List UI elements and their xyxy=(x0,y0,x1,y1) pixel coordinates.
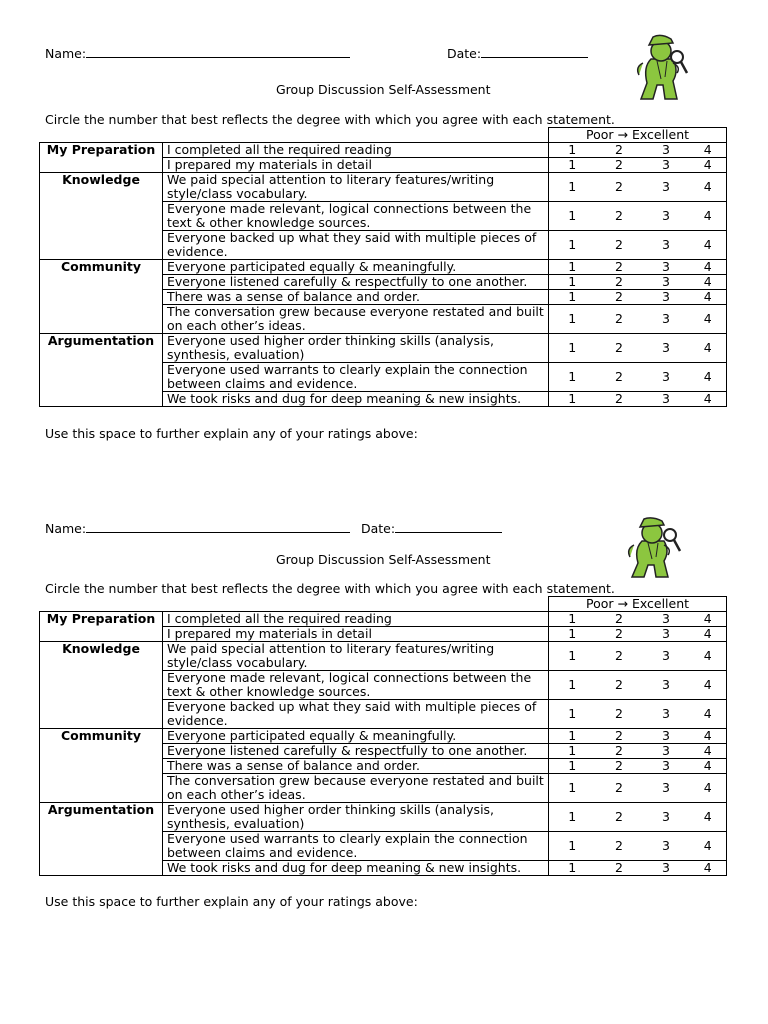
statement: Everyone participated equally & meaningfully. xyxy=(163,260,549,275)
table-row xyxy=(40,642,727,671)
rating-option-4[interactable]: 4 xyxy=(690,305,727,334)
detective-magnifier-icon xyxy=(624,517,690,583)
name-line xyxy=(86,522,350,533)
statement: We took risks and dug for deep meaning & new insights. xyxy=(163,861,549,876)
rating-option-3[interactable]: 3 xyxy=(643,700,690,729)
rating-option-4[interactable]: 4 xyxy=(690,774,727,803)
category-label: My Preparation xyxy=(40,612,163,627)
table-row xyxy=(40,627,727,642)
statement: Everyone listened carefully & respectfully to one another. xyxy=(163,275,549,290)
rating-option-3[interactable]: 3 xyxy=(643,275,690,290)
statement: We paid special attention to literary features/writing style/class vocabulary. xyxy=(163,173,549,202)
rating-option-2[interactable]: 2 xyxy=(596,759,643,774)
rating-option-3[interactable]: 3 xyxy=(643,744,690,759)
category-label xyxy=(40,759,163,774)
rating-option-3[interactable]: 3 xyxy=(643,759,690,774)
statement: There was a sense of balance and order. xyxy=(163,290,549,305)
rating-option-1[interactable]: 1 xyxy=(549,759,596,774)
rating-option-3[interactable]: 3 xyxy=(643,305,690,334)
rating-option-2[interactable]: 2 xyxy=(596,202,643,231)
form-title: Group Discussion Self-Assessment xyxy=(276,552,491,567)
statement: Everyone backed up what they said with multiple pieces of evidence. xyxy=(163,700,549,729)
name-label: Name: xyxy=(45,521,87,536)
table-row xyxy=(40,759,727,774)
rating-option-4[interactable]: 4 xyxy=(690,759,727,774)
rating-option-4[interactable]: 4 xyxy=(690,627,727,642)
rating-option-2[interactable]: 2 xyxy=(596,290,643,305)
category-label xyxy=(40,700,163,729)
rating-option-1[interactable]: 1 xyxy=(549,363,596,392)
rating-option-3[interactable]: 3 xyxy=(643,612,690,627)
table-row xyxy=(40,803,727,832)
explain-prompt: Use this space to further explain any of your ratings above: xyxy=(45,894,418,909)
date-line xyxy=(395,522,502,533)
rating-option-4[interactable]: 4 xyxy=(690,642,727,671)
rubric-rows xyxy=(40,612,727,876)
table-row xyxy=(40,744,727,759)
rating-option-1[interactable]: 1 xyxy=(549,774,596,803)
rating-option-1[interactable]: 1 xyxy=(549,143,596,158)
rating-option-2[interactable]: 2 xyxy=(596,158,643,173)
date-label: Date: xyxy=(447,46,482,61)
rating-option-2[interactable]: 2 xyxy=(596,861,643,876)
category-label xyxy=(40,832,163,861)
rating-option-4[interactable]: 4 xyxy=(690,143,727,158)
statement: Everyone used higher order thinking skills (analysis, synthesis, evaluation) xyxy=(163,334,549,363)
rating-option-1[interactable]: 1 xyxy=(549,671,596,700)
statement: Everyone used warrants to clearly explain the connection between claims and evidence. xyxy=(163,363,549,392)
rating-option-1[interactable]: 1 xyxy=(549,803,596,832)
category-label xyxy=(40,671,163,700)
name-label: Name: xyxy=(45,46,87,61)
statement: Everyone made relevant, logical connections between the text & other knowledge sources. xyxy=(163,671,549,700)
statement: There was a sense of balance and order. xyxy=(163,759,549,774)
rating-option-2[interactable]: 2 xyxy=(596,260,643,275)
category-label: Argumentation xyxy=(40,334,163,363)
statement: Everyone made relevant, logical connections between the text & other knowledge sources. xyxy=(163,202,549,231)
statement: Everyone backed up what they said with multiple pieces of evidence. xyxy=(163,231,549,260)
rating-option-4[interactable]: 4 xyxy=(690,260,727,275)
category-label xyxy=(40,627,163,642)
rating-option-3[interactable]: 3 xyxy=(643,627,690,642)
rating-option-3[interactable]: 3 xyxy=(643,334,690,363)
rating-option-3[interactable]: 3 xyxy=(643,392,690,407)
rating-option-2[interactable]: 2 xyxy=(596,612,643,627)
rating-option-4[interactable]: 4 xyxy=(690,803,727,832)
category-label: My Preparation xyxy=(40,143,163,158)
scale-header: Poor → Excellent xyxy=(549,597,727,612)
rating-option-3[interactable]: 3 xyxy=(643,260,690,275)
statement: Everyone participated equally & meaningfully. xyxy=(163,729,549,744)
date-field[interactable] xyxy=(361,521,502,536)
rating-option-4[interactable]: 4 xyxy=(690,231,727,260)
category-label: Knowledge xyxy=(40,642,163,671)
rating-option-2[interactable]: 2 xyxy=(596,671,643,700)
statement: We paid special attention to literary features/writing style/class vocabulary. xyxy=(163,642,549,671)
category-label xyxy=(40,774,163,803)
rating-option-2[interactable]: 2 xyxy=(596,392,643,407)
name-field[interactable] xyxy=(45,521,350,536)
scale-header-row xyxy=(40,597,727,612)
rating-option-1[interactable]: 1 xyxy=(549,231,596,260)
rating-option-1[interactable]: 1 xyxy=(549,275,596,290)
statement: I completed all the required reading xyxy=(163,143,549,158)
date-label: Date: xyxy=(361,521,396,536)
rating-option-4[interactable]: 4 xyxy=(690,671,727,700)
category-label: Community xyxy=(40,729,163,744)
rating-option-1[interactable]: 1 xyxy=(549,700,596,729)
rubric-table xyxy=(39,596,727,876)
rating-option-1[interactable]: 1 xyxy=(549,290,596,305)
rating-option-3[interactable]: 3 xyxy=(643,231,690,260)
rating-option-2[interactable]: 2 xyxy=(596,832,643,861)
rating-option-1[interactable]: 1 xyxy=(549,832,596,861)
rating-option-4[interactable]: 4 xyxy=(690,832,727,861)
instructions: Circle the number that best reflects the degree with which you agree with each statement. xyxy=(45,581,615,596)
table-row xyxy=(40,774,727,803)
rating-option-3[interactable]: 3 xyxy=(643,729,690,744)
rating-option-1[interactable]: 1 xyxy=(549,612,596,627)
rating-option-1[interactable]: 1 xyxy=(549,173,596,202)
rating-option-4[interactable]: 4 xyxy=(690,700,727,729)
statement: The conversation grew because everyone restated and built on each other’s ideas. xyxy=(163,305,549,334)
rating-option-3[interactable]: 3 xyxy=(643,158,690,173)
rating-option-1[interactable]: 1 xyxy=(549,861,596,876)
statement: Everyone listened carefully & respectfully to one another. xyxy=(163,744,549,759)
category-label: Community xyxy=(40,260,163,275)
rating-option-2[interactable]: 2 xyxy=(596,729,643,744)
rating-option-2[interactable]: 2 xyxy=(596,334,643,363)
rating-option-3[interactable]: 3 xyxy=(643,671,690,700)
rating-option-2[interactable]: 2 xyxy=(596,275,643,290)
rating-option-3[interactable]: 3 xyxy=(643,861,690,876)
statement: I prepared my materials in detail xyxy=(163,158,549,173)
scale-header: Poor → Excellent xyxy=(549,128,727,143)
rating-option-1[interactable]: 1 xyxy=(549,729,596,744)
rating-option-3[interactable]: 3 xyxy=(643,143,690,158)
category-label: Knowledge xyxy=(40,173,163,202)
table-row xyxy=(40,612,727,627)
rating-option-3[interactable]: 3 xyxy=(643,832,690,861)
rating-option-3[interactable]: 3 xyxy=(643,642,690,671)
rating-option-1[interactable]: 1 xyxy=(549,158,596,173)
rating-option-2[interactable]: 2 xyxy=(596,143,643,158)
rating-option-1[interactable]: 1 xyxy=(549,202,596,231)
rating-option-4[interactable]: 4 xyxy=(690,290,727,305)
rating-option-2[interactable]: 2 xyxy=(596,305,643,334)
rating-option-4[interactable]: 4 xyxy=(690,334,727,363)
rating-option-3[interactable]: 3 xyxy=(643,363,690,392)
rating-option-2[interactable]: 2 xyxy=(596,173,643,202)
explain-prompt: Use this space to further explain any of your ratings above: xyxy=(45,426,418,441)
rating-option-1[interactable]: 1 xyxy=(549,627,596,642)
rating-option-4[interactable]: 4 xyxy=(690,202,727,231)
rating-option-4[interactable]: 4 xyxy=(690,392,727,407)
category-label xyxy=(40,861,163,876)
rating-option-2[interactable]: 2 xyxy=(596,231,643,260)
rating-option-3[interactable]: 3 xyxy=(643,290,690,305)
table-row xyxy=(40,729,727,744)
category-label: Argumentation xyxy=(40,803,163,832)
rating-option-1[interactable]: 1 xyxy=(549,260,596,275)
table-row xyxy=(40,700,727,729)
table-row xyxy=(40,861,727,876)
rating-option-2[interactable]: 2 xyxy=(596,744,643,759)
statement: I prepared my materials in detail xyxy=(163,627,549,642)
instructions: Circle the number that best reflects the degree with which you agree with each statement. xyxy=(45,112,615,127)
rating-option-3[interactable]: 3 xyxy=(643,173,690,202)
rating-option-2[interactable]: 2 xyxy=(596,700,643,729)
statement: Everyone used warrants to clearly explain the connection between claims and evidence. xyxy=(163,832,549,861)
rating-option-4[interactable]: 4 xyxy=(690,861,727,876)
rating-option-2[interactable]: 2 xyxy=(596,363,643,392)
statement: Everyone used higher order thinking skills (analysis, synthesis, evaluation) xyxy=(163,803,549,832)
rating-option-1[interactable]: 1 xyxy=(549,334,596,363)
statement: I completed all the required reading xyxy=(163,612,549,627)
rating-option-3[interactable]: 3 xyxy=(643,803,690,832)
rating-option-2[interactable]: 2 xyxy=(596,642,643,671)
rating-option-1[interactable]: 1 xyxy=(549,642,596,671)
rating-option-1[interactable]: 1 xyxy=(549,392,596,407)
table-row xyxy=(40,832,727,861)
statement: The conversation grew because everyone restated and built on each other’s ideas. xyxy=(163,774,549,803)
rating-option-2[interactable]: 2 xyxy=(596,627,643,642)
rating-option-2[interactable]: 2 xyxy=(596,774,643,803)
table-row xyxy=(40,671,727,700)
rating-option-4[interactable]: 4 xyxy=(690,363,727,392)
rating-option-1[interactable]: 1 xyxy=(549,744,596,759)
rating-option-4[interactable]: 4 xyxy=(690,744,727,759)
rating-option-3[interactable]: 3 xyxy=(643,202,690,231)
form-title: Group Discussion Self-Assessment xyxy=(276,82,491,97)
statement: We took risks and dug for deep meaning & new insights. xyxy=(163,392,549,407)
category-label xyxy=(40,744,163,759)
rating-option-4[interactable]: 4 xyxy=(690,275,727,290)
rating-option-3[interactable]: 3 xyxy=(643,774,690,803)
rating-option-4[interactable]: 4 xyxy=(690,729,727,744)
rating-option-2[interactable]: 2 xyxy=(596,803,643,832)
rating-option-4[interactable]: 4 xyxy=(690,173,727,202)
rating-option-4[interactable]: 4 xyxy=(690,158,727,173)
rating-option-4[interactable]: 4 xyxy=(690,612,727,627)
rating-option-1[interactable]: 1 xyxy=(549,305,596,334)
